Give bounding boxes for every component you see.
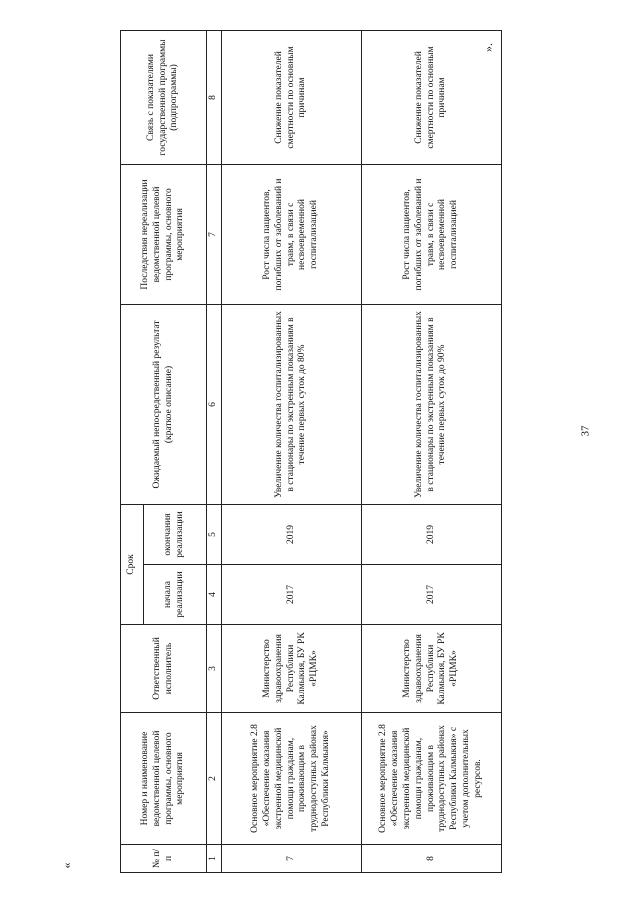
col-number: 1 bbox=[207, 845, 222, 873]
row-link: Снижение показателей смертности по основным причинам bbox=[222, 30, 362, 164]
row-result: Увеличение количества госпитализированных в стационары по экстренным показаниям в течение первых суток до 80% bbox=[222, 304, 362, 504]
row-link: Снижение показателей смертности по основным причинам bbox=[362, 30, 502, 164]
header-end: окончания реализации bbox=[144, 504, 207, 564]
rotated-page bbox=[120, 31, 520, 873]
program-table bbox=[120, 30, 502, 873]
row-start: 2017 bbox=[222, 565, 362, 625]
row-start: 2017 bbox=[362, 565, 502, 625]
row-consequence: Рост числа пациентов, погибших от заболеваний и травм, в связи с несвоевременной госпитализацией bbox=[362, 164, 502, 304]
header-link: Связь с показателями государственной программы (подпрограммы) bbox=[121, 30, 207, 164]
open-quote: « bbox=[59, 862, 74, 869]
table-row bbox=[222, 30, 362, 872]
row-name: Основное мероприятие 2.8 «Обеспечение оказания экстренной медицинской помощи гражданам, проживающим в труднодоступных районах Республики Калмыкия» с учетом дополнительных ресурсов. bbox=[362, 713, 502, 845]
row-num: 7 bbox=[222, 845, 362, 873]
header-srok: Срок bbox=[121, 504, 144, 624]
row-num: 8 bbox=[362, 845, 502, 873]
col-number: 4 bbox=[207, 565, 222, 625]
row-result: Увеличение количества госпитализированных в стационары по экстренным показаниям в течение первых суток до 90% bbox=[362, 304, 502, 504]
row-name: Основное мероприятие 2.8 «Обеспечение оказания экстренной медицинской помощи гражданам, проживающим в труднодоступных районах Республики Калмыкия» bbox=[222, 713, 362, 845]
col-number: 3 bbox=[207, 625, 222, 713]
header-start: начала реализации bbox=[144, 565, 207, 625]
col-number: 2 bbox=[207, 713, 222, 845]
col-number: 8 bbox=[207, 30, 222, 164]
row-executor: Министерство здравоохранения Республики Калмыкия, БУ РК «РЦМК» bbox=[222, 625, 362, 713]
row-executor: Министерство здравоохранения Республики Калмыкия, БУ РК «РЦМК» bbox=[362, 625, 502, 713]
header-consequence: Последствия нереализации ведомственной целевой программы, основного мероприятия bbox=[121, 164, 207, 304]
header-executor: Ответственный исполнитель bbox=[121, 625, 207, 713]
page-number: 37 bbox=[579, 425, 592, 437]
header-result: Ожидаемый непосредственный результат (краткое описание) bbox=[121, 304, 207, 504]
col-number: 6 bbox=[207, 304, 222, 504]
header-name: Номер и наименование ведомственной целевой программы, основного мероприятия bbox=[121, 713, 207, 845]
col-number: 7 bbox=[207, 164, 222, 304]
row-consequence: Рост числа пациентов, погибших от заболеваний и травм, в связи с несвоевременной госпитализацией bbox=[222, 164, 362, 304]
row-end: 2019 bbox=[362, 504, 502, 564]
col-number: 5 bbox=[207, 504, 222, 564]
row-end: 2019 bbox=[222, 504, 362, 564]
table-row bbox=[362, 30, 502, 872]
header-num: № п/п bbox=[121, 845, 207, 873]
close-quote: ». bbox=[481, 43, 495, 52]
